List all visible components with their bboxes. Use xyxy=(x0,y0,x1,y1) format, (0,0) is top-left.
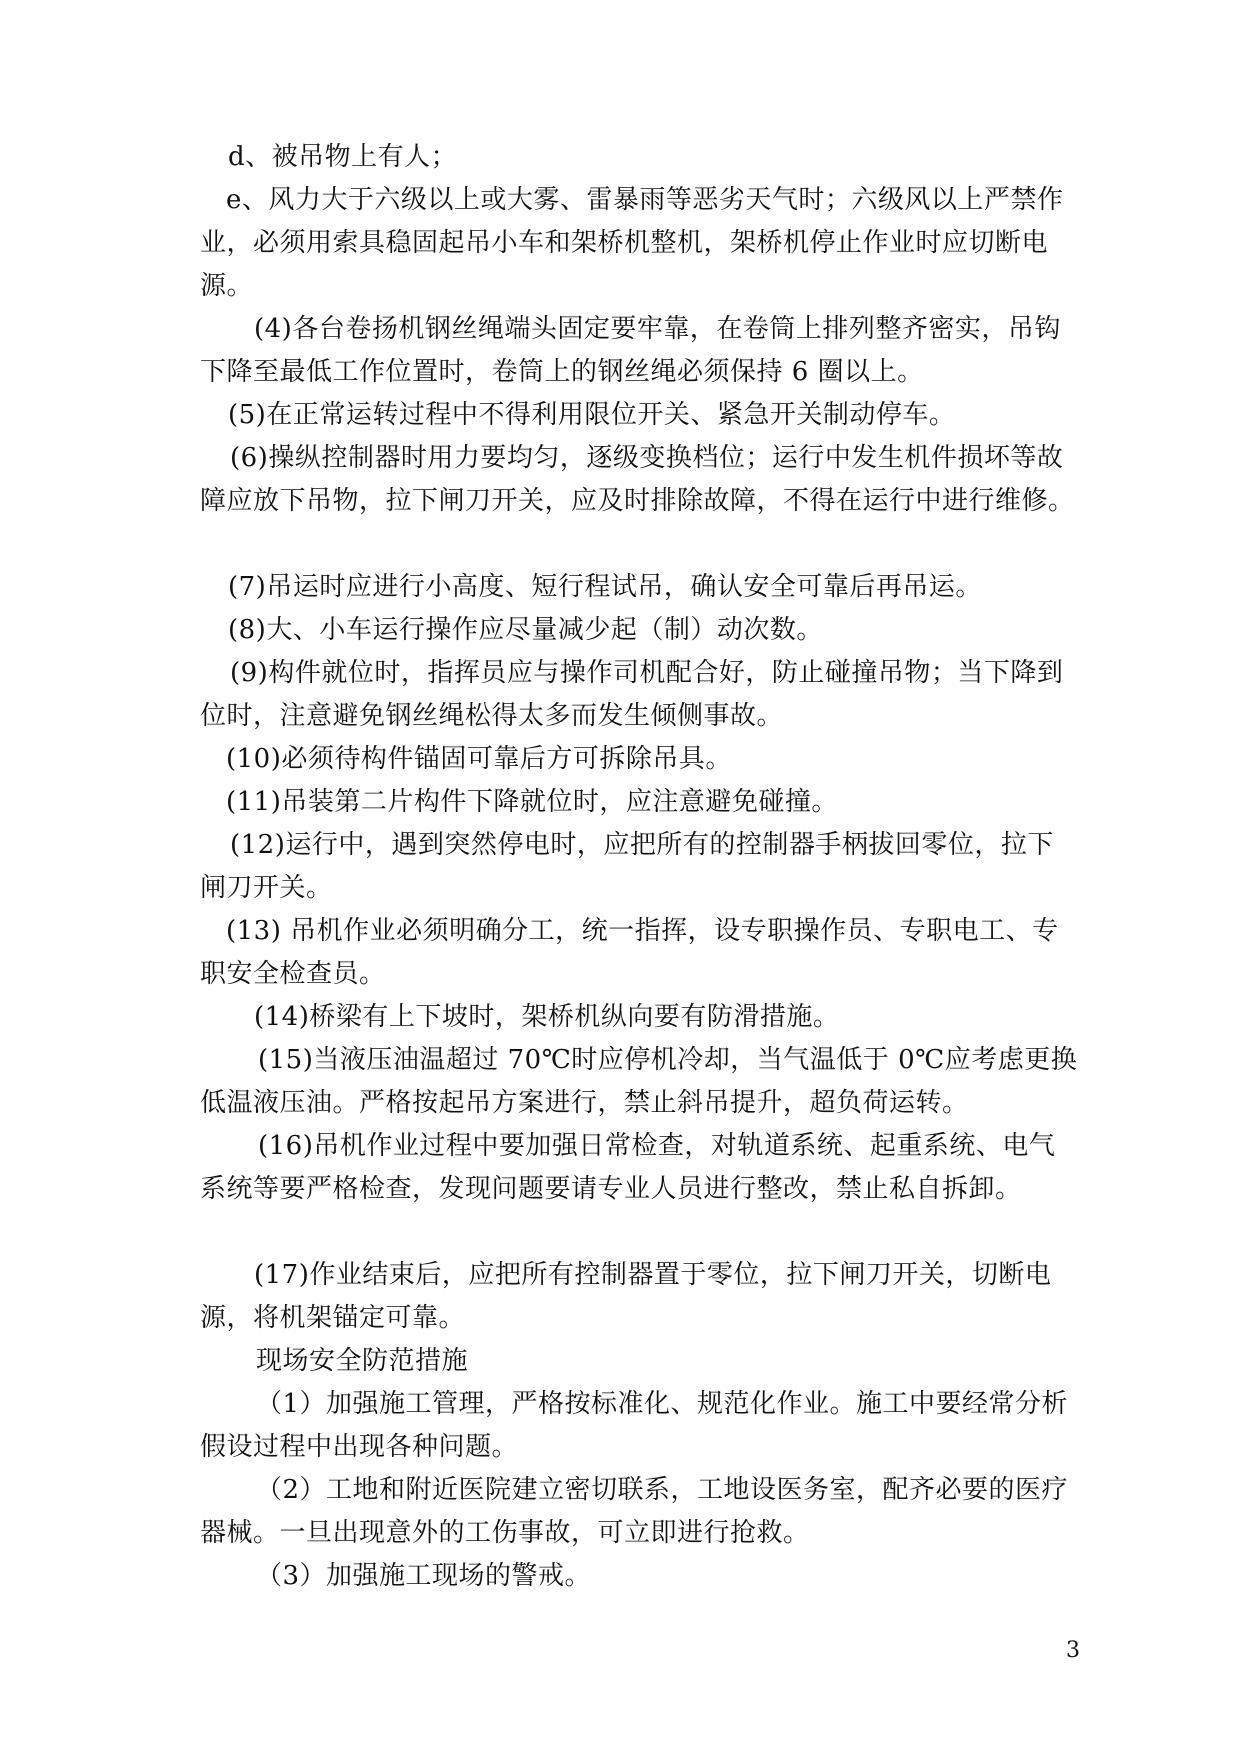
paragraph-item-9: (9)构件就位时，指挥员应与操作司机配合好，防止碰撞吊物；当下降到位时，注意避免钢丝绳松得太多而发生倾侧事故。 xyxy=(200,658,1064,731)
paragraph-item-17: (17)作业结束后，应把所有控制器置于零位，拉下闸刀开关，切断电源，将机架锚定可靠。 xyxy=(200,1260,1052,1333)
paragraph-item-13: (13) 吊机作业必须明确分工，统一指挥，设专职操作员、专职电工、专职安全检查员。 xyxy=(200,916,1059,989)
paragraph-item-8: (8)大、小车运行操作应尽量减少起（制）动次数。 xyxy=(228,615,823,645)
paragraph-item-e: e、风力大于六级以上或大雾、雷暴雨等恶劣天气时；六级风以上严禁作业，必须用索具稳固起吊小车和架桥机整机，架桥机停止作业时应切断电源。 xyxy=(200,185,1064,301)
paragraph-item-6: (6)操纵控制器时用力要均匀，逐级变换档位；运行中发生机件损坏等故障应放下吊物，拉下闸刀开关，应及时排除故障，不得在运行中进行维修。 xyxy=(200,443,1075,516)
paragraph-item-d: d、被吊物上有人； xyxy=(228,142,458,172)
paragraph-item-16: (16)吊机作业过程中要加强日常检查，对轨道系统、起重系统、电气系统等要严格检查，发现问题要请专业人员进行整改，禁止私自拆卸。 xyxy=(200,1131,1056,1204)
paragraph-item-11: (11)吊装第二片构件下降就位时，应注意避免碰撞。 xyxy=(226,787,838,817)
safety-measure-3: （3）加强施工现场的警戒。 xyxy=(256,1561,592,1591)
paragraph-item-4: (4)各台卷扬机钢丝绳端头固定要牢靠，在卷筒上排列整齐密实，吊钩下降至最低工作位置时，卷筒上的钢丝绳必须保持 6 圈以上。 xyxy=(200,314,1061,387)
page-number: 3 xyxy=(1066,1638,1080,1663)
section-heading: 现场安全防范措施 xyxy=(256,1346,469,1376)
paragraph-item-15: (15)当液压油温超过 70℃时应停机冷却，当气温低于 0℃应考虑更换低温液压油。严格按起吊方案进行，禁止斜吊提升，超负荷运转。 xyxy=(200,1045,1078,1118)
paragraph-item-5: (5)在正常运转过程中不得利用限位开关、紧急开关制动停车。 xyxy=(228,400,956,430)
paragraph-item-14: (14)桥梁有上下坡时，架桥机纵向要有防滑措施。 xyxy=(254,1002,840,1032)
safety-measure-2: （2）工地和附近医院建立密切联系，工地设医务室，配齐必要的医疗器械。一旦出现意外的工伤事故，可立即进行抢救。 xyxy=(200,1475,1069,1548)
paragraph-item-7: (7)吊运时应进行小高度、短行程试吊，确认安全可靠后再吊运。 xyxy=(228,572,982,602)
paragraph-item-10: (10)必须待构件锚固可靠后方可拆除吊具。 xyxy=(226,744,732,774)
paragraph-item-12: (12)运行中，遇到突然停电时，应把所有的控制器手柄拔回零位，拉下闸刀开关。 xyxy=(200,830,1054,903)
safety-measure-1: （1）加强施工管理，严格按标准化、规范化作业。施工中要经常分析假设过程中出现各种问题。 xyxy=(200,1389,1069,1462)
